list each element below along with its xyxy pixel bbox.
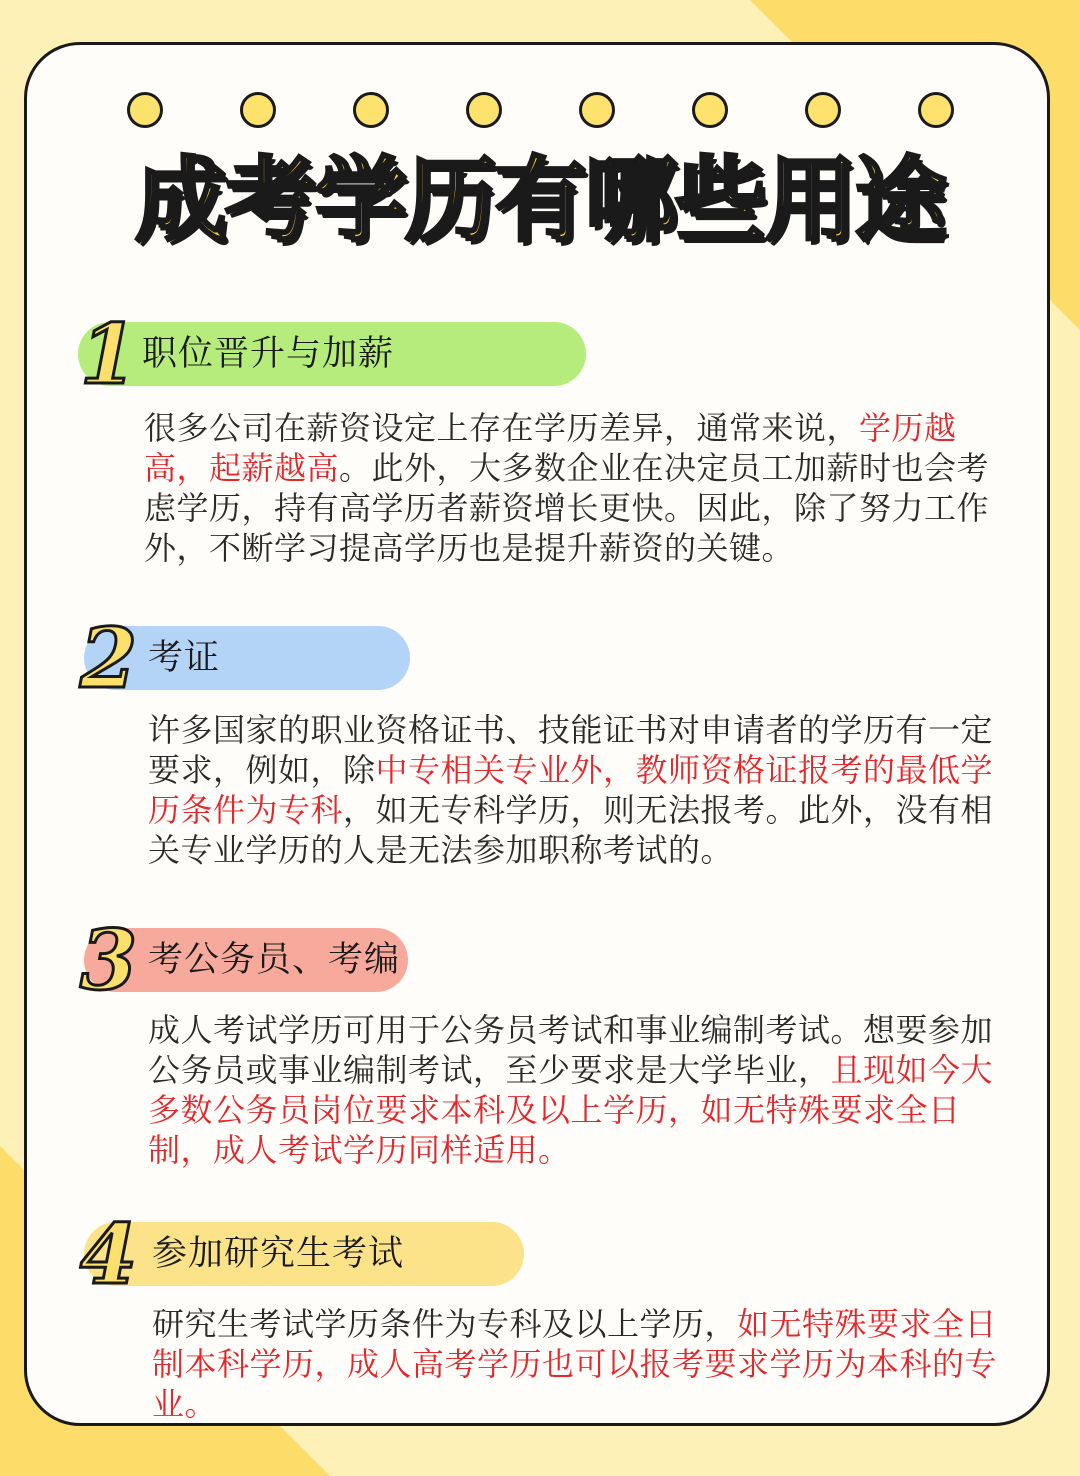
decorative-dot	[805, 92, 841, 128]
section-heading: 考证	[148, 638, 221, 678]
paragraph-text: 成人考试学历可用于公务员考试和事业编制考试。想要参加公务员或事业编制考试，至少要求是大学毕业，	[148, 1011, 994, 1089]
section-paragraph	[148, 710, 1008, 870]
highlighted-text: 且现如今大多数公务员岗位要求本科及以上学历，如无特殊要求全日制，成人考试学历同样适用。	[148, 1051, 994, 1169]
highlighted-text: 中专相关专业外，教师资格证报考的最低学历条件为专科	[148, 751, 994, 829]
decorative-dot	[692, 92, 728, 128]
section-number: 1	[80, 307, 138, 403]
paragraph-text: 很多公司在薪资设定上存在学历差异，通常来说，	[144, 409, 860, 447]
section-number: 3	[80, 913, 138, 1009]
paragraph-text: ，如无专科学历，则无法报考。此外，没有相关专业学历的人是无法参加职称考试的。	[148, 791, 994, 869]
section-paragraph	[144, 408, 1004, 568]
title-container	[0, 146, 1080, 256]
paragraph-text: 许多国家的职业资格证书、技能证书对申请者的学历有一定要求，例如，除	[148, 711, 994, 789]
section-number: 4	[80, 1207, 138, 1303]
decorative-dot	[579, 92, 615, 128]
section-heading: 参加研究生考试	[152, 1234, 405, 1274]
section-number: 2	[80, 611, 138, 707]
paragraph-text: 。此外，大多数企业在决定员工加薪时也会考虑学历，持有高学历者薪资增长更快。因此，除了努力工作外，不断学习提高学历也是提升薪资的关键。	[144, 449, 990, 567]
decorative-dot	[918, 92, 954, 128]
page-title: 成考学历有哪些用途	[134, 147, 945, 254]
decorative-dot	[127, 92, 163, 128]
section-paragraph	[152, 1304, 1008, 1424]
section-heading: 考公务员、考编	[148, 940, 401, 980]
decorative-dot	[353, 92, 389, 128]
highlighted-text: 如无特殊要求全日制本科学历，成人高考学历也可以报考要求学历为本科的专业。	[152, 1305, 998, 1423]
section-heading: 职位晋升与加薪	[142, 334, 395, 374]
decorative-dot	[466, 92, 502, 128]
decorative-dots	[0, 92, 1080, 126]
highlighted-text: 学历越高，起薪越高	[144, 409, 957, 487]
decorative-dot	[240, 92, 276, 128]
section-paragraph	[148, 1010, 1008, 1170]
paragraph-text: 研究生考试学历条件为专科及以上学历，	[152, 1305, 738, 1343]
